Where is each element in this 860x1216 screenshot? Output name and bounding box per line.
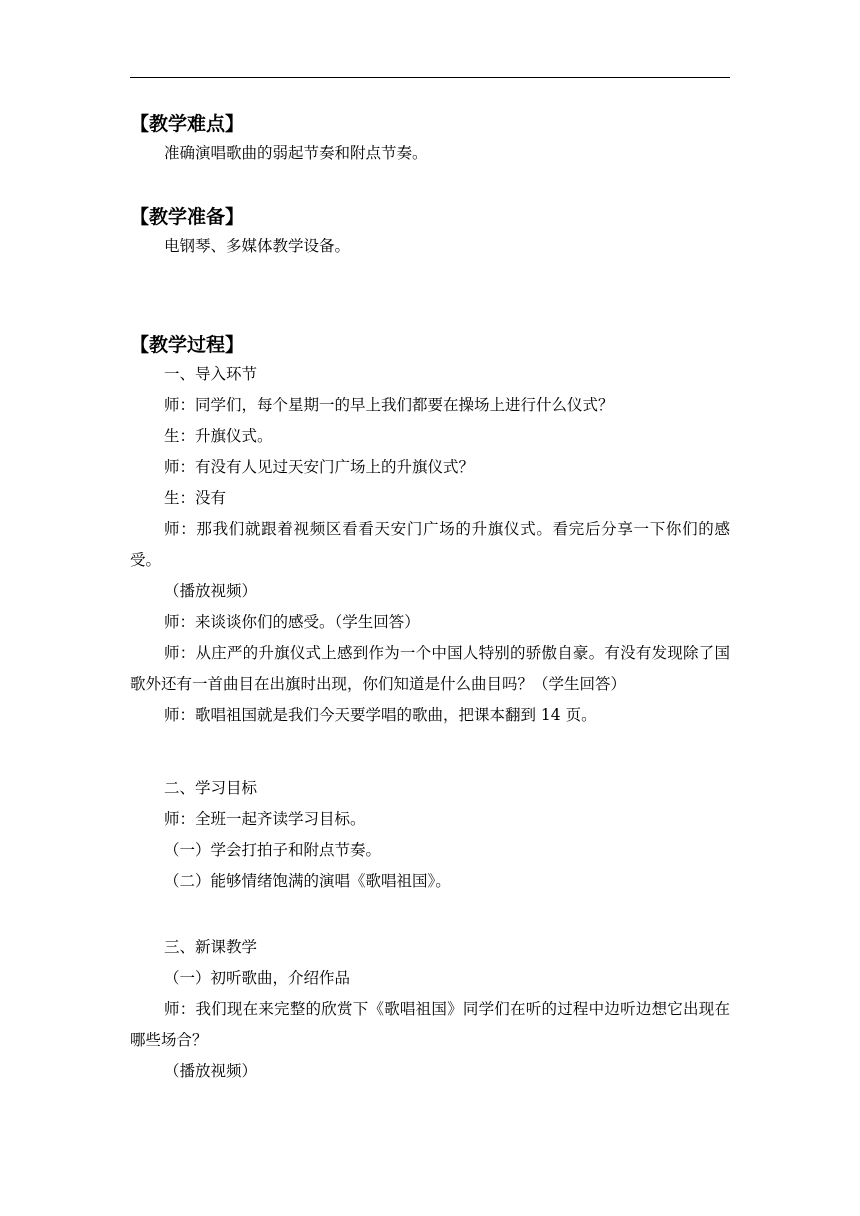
dialogue-line: 师：我们现在来完整的欣赏下《歌唱祖国》同学们在听的过程中边听边想它出现在哪些场合？: [130, 1000, 730, 1049]
process-subheading-new-lesson: 三、新课教学: [164, 938, 258, 956]
dialogue-line: 生：没有: [164, 489, 227, 507]
section-learning-goals: [130, 773, 730, 897]
header-rule: [130, 77, 730, 78]
sub-step: （一）初听歌曲，介绍作品: [164, 969, 351, 987]
dialogue-line: 师：从庄严的升旗仪式上感到作为一个中国人特别的骄傲自豪。有没有发现除了国歌外还有一首曲目在出旗时出现，你们知道是什么曲目吗？（学生回答）: [130, 644, 730, 693]
section-heading-process: 【教学过程】: [130, 334, 245, 356]
section-preparation: [130, 203, 730, 262]
dialogue-line: 师：来谈谈你们的感受。（学生回答）: [164, 613, 420, 631]
section-heading-preparation: 【教学准备】: [130, 206, 245, 228]
section-new-lesson: [130, 932, 730, 1087]
dialogue-line: 师：有没有人见过天安门广场上的升旗仪式？: [164, 458, 475, 476]
difficulty-text: 准确演唱歌曲的弱起节奏和附点节奏。: [164, 144, 428, 162]
stage-note: （播放视频）: [164, 1062, 258, 1080]
section-difficulty: [130, 110, 730, 169]
dialogue-line: 师：全班一起齐读学习目标。: [164, 810, 366, 828]
dialogue-line: 师：那我们就跟着视频区看看天安门广场的升旗仪式。看完后分享一下你们的感受。: [130, 520, 730, 569]
process-subheading-goals: 二、学习目标: [164, 779, 258, 797]
dialogue-line: 师：同学们，每个星期一的早上我们都要在操场上进行什么仪式？: [164, 396, 614, 414]
goal-item: （二）能够情绪饱满的演唱《歌唱祖国》。: [164, 872, 451, 890]
dialogue-line: 师：歌唱祖国就是我们今天要学唱的歌曲，把课本翻到 14 页。: [164, 706, 597, 724]
preparation-text: 电钢琴、多媒体教学设备。: [164, 237, 351, 255]
stage-note: （播放视频）: [164, 582, 258, 600]
section-process: [130, 331, 730, 731]
section-heading-difficulty: 【教学难点】: [130, 113, 245, 135]
dialogue-line: 生：升旗仪式。: [164, 427, 273, 445]
process-subheading-intro: 一、导入环节: [164, 365, 258, 383]
goal-item: （一）学会打拍子和附点节奏。: [164, 841, 382, 859]
